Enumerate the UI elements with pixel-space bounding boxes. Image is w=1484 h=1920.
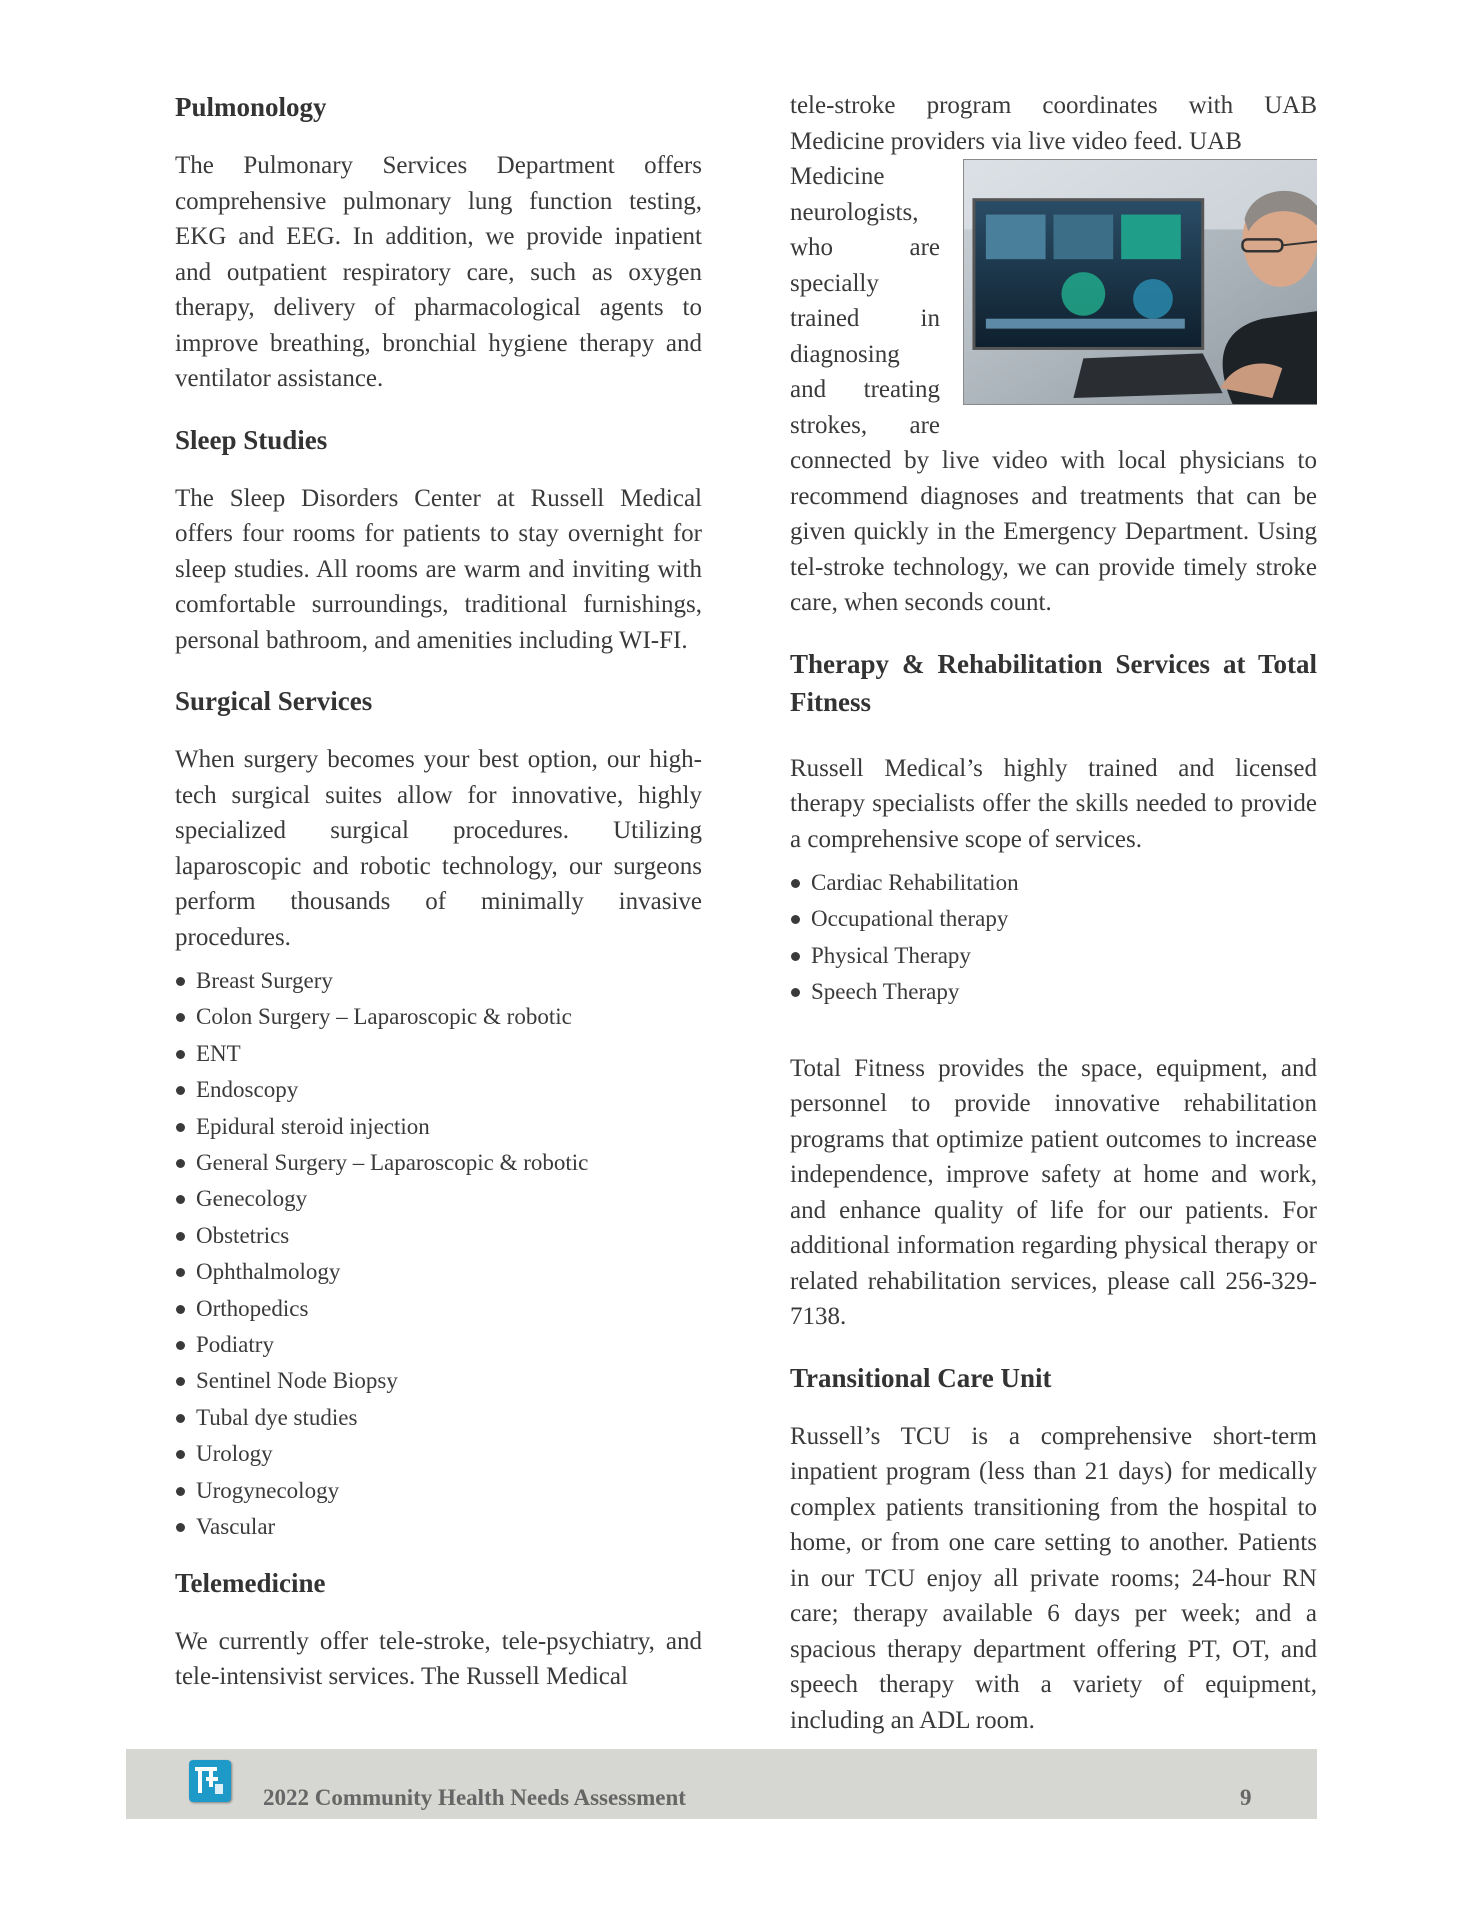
telestroke-wrap (790, 159, 1317, 443)
pulmonology-section (175, 88, 702, 397)
telestroke-lead: tele-stroke program coordinates with UAB Medicine providers via live video feed. UAB (790, 92, 1317, 155)
surgical-services-heading: Surgical Services (175, 686, 373, 716)
list-item: Occupational therapy (790, 901, 1317, 937)
therapy-section (790, 645, 1317, 1335)
telestroke-tail: connected by live video with local physicians to recommend diagnoses and treatments that can be given quickly in the Emergency Department. Using tel-stroke technology, we can provide timely stroke care, when seconds count. (790, 447, 1317, 616)
list-item: Physical Therapy (790, 938, 1317, 974)
left-column (175, 88, 702, 1719)
sleep-studies-section (175, 421, 702, 659)
tcu-heading: Transitional Care Unit (790, 1362, 1052, 1393)
list-item: Orthopedics (175, 1291, 702, 1327)
tcu-section (790, 1359, 1317, 1739)
telestroke-section (790, 88, 1317, 621)
pulmonology-heading: Pulmonology (175, 92, 327, 122)
tcu-body: Russell’s TCU is a comprehensive short-term inpatient program (less than 21 days) for medically complex patients transitioning from the hospital to home, or from one care setting to another. Patients in our TCU enjoy all private rooms; 24-hour RN care; therapy available 6 days per week; and a spacious therapy department offering PT, OT, and speech therapy with a variety of equipment, including an ADL room. (790, 1422, 1317, 1734)
list-item: Podiatry (175, 1327, 702, 1363)
therapy-heading: Therapy & Rehabilitation Services at Total Fitness (790, 648, 1317, 717)
hospital-logo-icon (189, 1760, 231, 1802)
list-item: Breast Surgery (175, 963, 702, 999)
right-column (790, 88, 1317, 1762)
list-item: Urogynecology (175, 1473, 702, 1509)
list-item: Ophthalmology (175, 1254, 702, 1290)
footer-title: 2022 Community Health Needs Assessment (263, 1785, 686, 1810)
telestroke-wrap-text (790, 159, 940, 443)
list-item: Cardiac Rehabilitation (790, 865, 1317, 901)
sleep-studies-heading: Sleep Studies (175, 424, 328, 455)
wrap-line: strokes, are (790, 411, 940, 439)
neurologist-photo-illustration (964, 160, 1317, 404)
list-item: ENT (175, 1036, 702, 1072)
therapy-body: Russell Medical’s highly trained and licensed therapy specialists offer the skills needed to provide a comprehensive scope of services. (790, 754, 1317, 853)
wrap-line: diagnosing (790, 340, 900, 368)
neurologist-photo (963, 159, 1317, 405)
therapy-body-2: Total Fitness provides the space, equipment, and personnel to provide innovative rehabilitation programs that optimize patient outcomes to increase independence, improve safety at home and work, and enhance quality of life for our patients. For additional information regarding physical therapy or related rehabilitation services, please call 256-329-7138. (790, 1054, 1317, 1331)
list-item: Tubal dye studies (175, 1400, 702, 1436)
list-item: Sentinel Node Biopsy (175, 1363, 702, 1399)
wrap-line: Medicine (790, 163, 885, 190)
surgical-services-section (175, 682, 702, 1546)
page-number: 9 (1240, 1785, 1252, 1810)
pulmonology-body: The Pulmonary Services Department offers comprehensive pulmonary lung function testing, EKG and EEG. In addition, we provide inpatient and outpatient respiratory care, such as oxygen therapy, delivery of pharmacological agents to improve breathing, bronchial hygiene therapy and ventilator assistance. (175, 152, 702, 392)
telemedicine-body: We currently offer tele-stroke, tele-psychiatry, and tele-intensivist services. The Russell Medical (175, 1627, 702, 1690)
telemedicine-section (175, 1564, 702, 1695)
wrap-line: and treating (790, 376, 940, 403)
wrap-line: trained in (790, 305, 940, 332)
list-item: General Surgery – Laparoscopic & robotic (175, 1145, 702, 1181)
list-item: Genecology (175, 1181, 702, 1217)
list-item: Speech Therapy (790, 974, 1317, 1010)
therapy-services-list (790, 865, 1317, 1011)
surgical-services-body: When surgery becomes your best option, our high-tech surgical suites allow for innovative, highly specialized surgical procedures. Utilizing laparoscopic and robotic technology, our surgeons perform thousands of minimally invasive procedures. (175, 746, 702, 951)
list-item: Obstetrics (175, 1218, 702, 1254)
list-item: Urology (175, 1436, 702, 1472)
list-item: Colon Surgery – Laparoscopic & robotic (175, 999, 702, 1035)
sleep-studies-body: The Sleep Disorders Center at Russell Medical offers four rooms for patients to stay overnight for sleep studies. All rooms are warm and inviting with comfortable surroundings, traditional furnishings, personal bathroom, and amenities including WI-FI. (175, 484, 702, 654)
wrap-line: neurologists, (790, 198, 919, 226)
telemedicine-heading: Telemedicine (175, 1567, 326, 1598)
page-footer (126, 1749, 1317, 1819)
list-item: Epidural steroid injection (175, 1109, 702, 1145)
wrap-line: specially (790, 269, 879, 297)
wrap-line: who are (790, 234, 940, 261)
list-item: Vascular (175, 1509, 702, 1545)
list-item: Endoscopy (175, 1072, 702, 1108)
surgical-services-list (175, 963, 702, 1546)
